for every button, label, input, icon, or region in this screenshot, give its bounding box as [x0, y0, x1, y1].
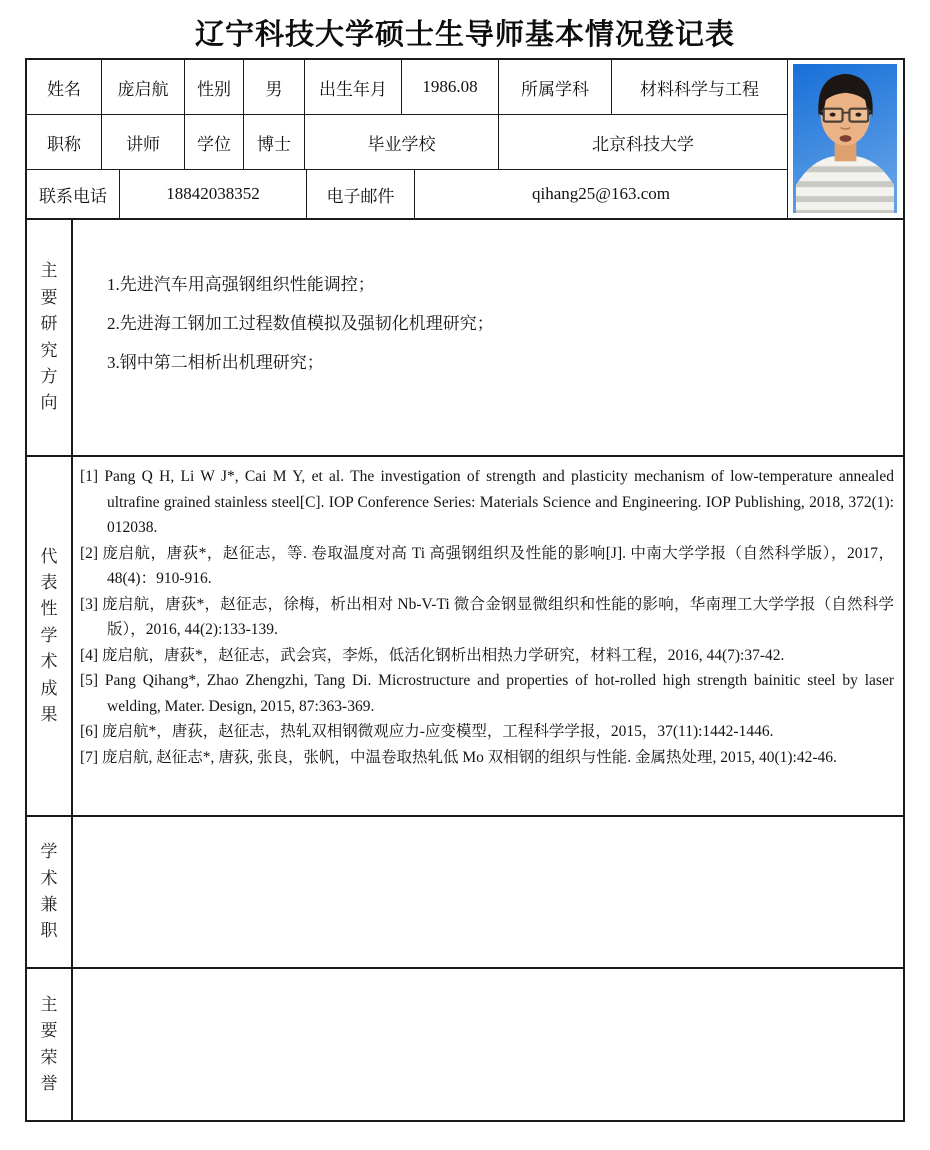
- phone-label: 联系电话: [27, 170, 120, 218]
- academic-positions-label: 学术兼职: [40, 842, 58, 941]
- research-item: 3.钢中第二相析出机理研究；: [107, 353, 324, 372]
- degree-label: 学位: [185, 115, 244, 169]
- personal-info-grid: [27, 60, 787, 218]
- name-label: 姓名: [27, 60, 102, 114]
- page-title: 辽宁科技大学硕士生导师基本情况登记表: [194, 19, 735, 51]
- eye-right: [855, 113, 861, 117]
- mouth: [840, 135, 852, 142]
- research-directions-content: [73, 220, 903, 455]
- name-value: 庞启航: [102, 60, 185, 114]
- research-item: 1.先进汽车用高强钢组织性能调控；: [107, 275, 375, 294]
- academic-positions-content: [73, 817, 903, 967]
- photo-cell: [787, 60, 903, 218]
- school-label: 毕业学校: [305, 115, 499, 169]
- publication-item: [3] 庞启航，唐荻*，赵征志，徐梅，析出相对 Nb-V-Ti 微合金钢显微组织和性能的影响，华南理工大学学报（自然科学版），2016, 44(2):133-139.: [80, 595, 894, 638]
- section-main-honors: [27, 969, 903, 1120]
- main-honors-label: 主要荣誉: [40, 994, 58, 1093]
- publication-item: [5] Pang Qihang*, Zhao Zhengzhi, Tang Di. Microstructure and properties of hot-rolled high strength bainitic steel by laser welding, Mater. Design, 2015, 87:363-369.: [80, 672, 894, 715]
- email-label: 电子邮件: [307, 170, 415, 218]
- birth-label: 出生年月: [305, 60, 402, 114]
- info-row-1: [27, 60, 787, 115]
- main-honors-content: [73, 969, 903, 1120]
- publication-item: [2] 庞启航，唐荻*，赵征志，等. 卷取温度对高 Ti 高强钢组织及性能的影响[J]. 中南大学学报（自然科学版），2017，48(4)：910-916.: [80, 544, 894, 587]
- publication-item: [6] 庞启航*，唐荻，赵征志，热轧双相钢微观应力-应变模型，工程科学学报，2015，37(11):1442-1446.: [80, 723, 774, 740]
- publication-item: [1] Pang Q H, Li W J*, Cai M Y, et al. The investigation of strength and plasticity mechanism of low-temperature annealed ultrafine grained stainless steel[C]. IOP Conference Series: Materials Science and Engineering. IOP Publishing, 2018, 372(1): 012038.: [80, 468, 894, 536]
- job-title-label: 职称: [27, 115, 102, 169]
- personal-info-block: [27, 60, 903, 220]
- email-value: qihang25@163.com: [532, 184, 670, 203]
- id-photo: [793, 64, 897, 213]
- publication-item: [4] 庞启航，唐荻*，赵征志，武会宾，李烁，低活化钢析出相热力学研究，材料工程，2016, 44(7):37-42.: [80, 646, 785, 664]
- birth-value: 1986.08: [402, 60, 499, 114]
- academic-achievements-label: 代表性学术成果: [40, 546, 58, 724]
- publications-list: [73, 457, 903, 815]
- discipline-label: 所属学科: [499, 60, 612, 114]
- research-item: 2.先进海工钢加工过程数值模拟及强韧化机理研究；: [107, 314, 494, 333]
- discipline-value: 材料科学与工程: [640, 79, 759, 99]
- info-row-2: [27, 115, 787, 170]
- research-directions-label-cell: [27, 220, 73, 455]
- gender-label: 性别: [185, 60, 244, 114]
- glasses-temple-right: [868, 111, 871, 112]
- school-value: 北京科技大学: [592, 134, 694, 154]
- job-title-value: 讲师: [102, 115, 185, 169]
- academic-achievements-label-cell: [27, 457, 73, 815]
- info-row-3: [27, 170, 787, 218]
- academic-positions-label-cell: [27, 817, 73, 967]
- glasses-temple-left: [821, 111, 824, 112]
- degree-value: 博士: [244, 115, 305, 169]
- section-academic-positions: [27, 817, 903, 969]
- section-academic-achievements: [27, 457, 903, 817]
- registration-form-table: [25, 58, 905, 1122]
- main-honors-label-cell: [27, 969, 73, 1120]
- publication-item: [7] 庞启航, 赵征志*, 唐荻, 张良，张帆，中温卷取热轧低 Mo 双相钢的组织与性能. 金属热处理, 2015, 40(1):42-46.: [80, 748, 837, 766]
- research-directions-label: 主要研究方向: [40, 261, 58, 413]
- phone-value: 18842038352: [120, 170, 307, 218]
- gender-value: 男: [244, 60, 305, 114]
- eye-left: [830, 113, 836, 117]
- section-research-directions: [27, 220, 903, 457]
